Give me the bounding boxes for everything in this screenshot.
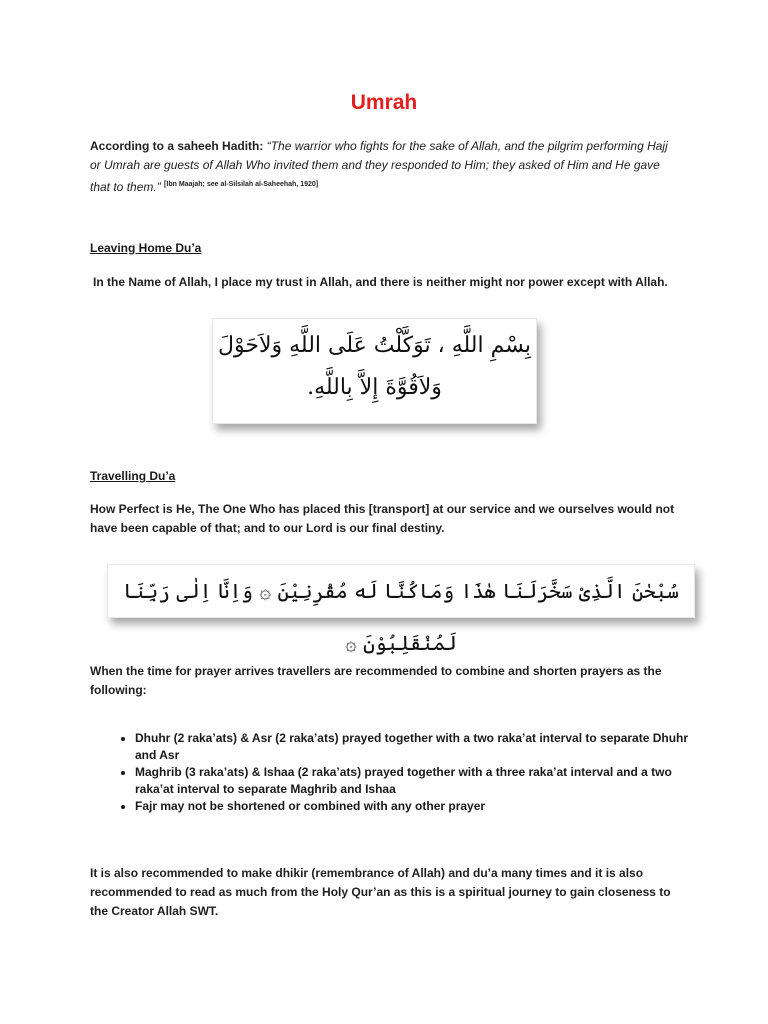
prayer-intro: When the time for prayer arrives travellers are recommended to combine and shorten prayers as the following: [90,664,662,697]
travelling-arabic-image [107,564,695,655]
page-title: Umrah [350,91,418,114]
leaving-home-heading: Leaving Home Du’a [90,241,202,255]
prayer-list [115,730,705,815]
hadith-citation: [Ibn Maajah; see al-Silsilah al-Saheehah, 1920] [164,181,319,188]
list-item: • Dhuhr (2 raka’ats) & Asr (2 raka’ats) prayed together with a two raka’at interval to separate Dhuhr and Asr [135,730,705,764]
intro-paragraph [90,137,680,197]
hadith-quote: “The warrior who fights for the sake of Allah, and the pilgrim performing Hajj or Umrah are guests of Allah Who invited them and they responded to Him; they asked of Him and He gave that to them.” [90,139,668,194]
list-item: • Fajr may not be shortened or combined with any other prayer [135,798,705,815]
travelling-arabic-text: سُبْحٰنَ الَّذِىْ سَخَّرَلَنَا هٰذَا وَمَاكُنَّا لَه مُقْرِنِيْنَ ۞ وَاِنَّا اِلٰى رَبِّنَا لَمُنْقَلِبُوْنَ ۞ [123,579,679,655]
leaving-home-translation: In the Name of Allah, I place my trust in Allah, and there is neither might nor power except with Allah. [93,275,668,289]
travelling-heading: Travelling Du’a [90,469,176,483]
leaving-home-arabic-line1: بِسْمِ اللَّهِ ، تَوَكَّلْتُ عَلَى اللَّهِ وَلاَحَوْلَ [218,333,531,358]
list-item: • Maghrib (3 raka’ats) & Ishaa (2 raka’ats) prayed together with a three raka’at interval and a two raka’at interval to separate Maghrib and Ishaa [135,764,705,798]
travelling-translation: How Perfect is He, The One Who has placed this [transport] at our service and we ourselves would not have been capable of that; and to our Lord is our final destiny. [90,502,675,535]
closing-paragraph: It is also recommended to make dhikir (remembrance of Allah) and du’a many times and it is also recommended to read as much from the Holy Qur’an as this is a spiritual journey to gain closeness to the Creator Allah SWT. [90,866,671,918]
leaving-home-arabic-line2: وَلاَقُوَّةَ إِلاَّ بِاللَّهِ. [307,375,442,400]
intro-lead: According to a saheeh Hadith: [90,139,264,153]
leaving-home-arabic-image [212,318,537,424]
